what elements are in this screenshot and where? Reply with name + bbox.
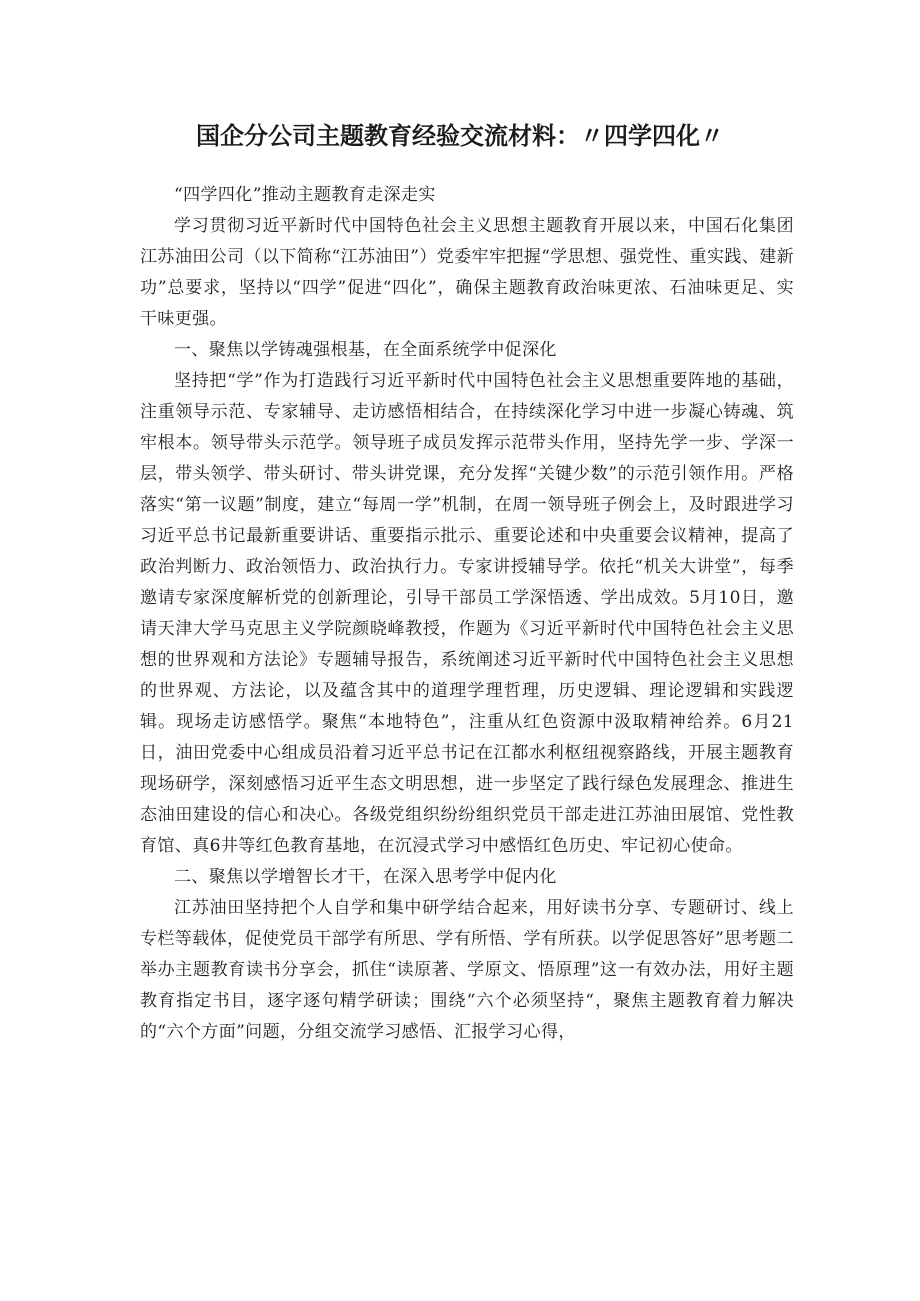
section-heading-2: 二、聚焦以学增智长才干，在深入思考学中促内化 — [174, 867, 557, 887]
section-heading-1: 一、聚焦以学铸魂强根基，在全面系统学中促深化 — [174, 340, 557, 360]
section-2-paragraph: 江苏油田坚持把个人自学和集中研学结合起来，用好读书分享、专题研讨、线上专栏等载体，促使党员干部学有所思、学有所悟、学有所获。以学促思答好”思考题二举办主题教育读书分享会，抓住“读原著、学原文、悟原理”这一有效办法，用好主题教育指定书目，逐字逐句精学研读；围绕“六个必须坚持“，聚焦主题教育着力解决的“六个方面”问题，分组交流学习感悟、汇报学习心得， — [140, 898, 794, 1042]
document-body — [140, 180, 794, 1048]
intro-paragraph: 学习贯彻习近平新时代中国特色社会主义思想主题教育开展以来，中国石化集团江苏油田公司（以下简称“江苏油田”）党委牢牢把握“学思想、强党性、重实践、建新功”总要求，坚持以“四学”促进“四化”，确保主题教育政治味更浓、石油味更足、实干味更强。 — [140, 216, 794, 329]
section-1-paragraph: 坚持把“学”作为打造践行习近平新时代中国特色社会主义思想重要阵地的基础，注重领导示范、专家辅导、走访感悟相结合，在持续深化学习中进一步凝心铸魂、筑牢根本。领导带头示范学。领导班子成员发挥示范带头作用，坚持先学一步、学深一层，带头领学、带头研讨、带头讲党课，充分发挥“关键少数”的示范引领作用。严格落实“第一议题”制度，建立“每周一学”机制，在周一领导班子例会上，及时跟进学习习近平总书记最新重要讲话、重要指示批示、重要论述和中央重要会议精神，提高了政治判断力、政治领悟力、政治执行力。专家讲授辅导学。依托“机关大讲堂”，每季邀请专家深度解析党的创新理论，引导干部员工学深悟透、学出成效。5月10日，邀请天津大学马克思主义学院颜晓峰教授，作题为《习近平新时代中国特色社会主义思想的世界观和方法论》专题辅导报告，系统阐述习近平新时代中国特色社会主义思想的世界观、方法论，以及蕴含其中的道理学理哲理，历史逻辑、理论逻辑和实践逻辑。现场走访感悟学。聚焦“本地特色”，注重从红色资源中汲取精神给养。6月21日，油田党委中心组成员沿着习近平总书记在江都水利枢纽视察路线，开展主题教育现场研学，深刻感悟习近平生态文明思想，进一步坚定了践行绿色发展理念、推进生态油田建设的信心和决心。各级党组织纷纷组织党员干部走进江苏油田展馆、党性教育馆、真6井等红色教育基地，在沉浸式学习中感悟红色历史、牢记初心使命。 — [140, 371, 794, 856]
subtitle-paragraph: “四学四化”推动主题教育走深走实 — [174, 185, 436, 205]
document-title: 国企分公司主题教育经验交流材料：〃四学四化〃 — [196, 122, 724, 150]
